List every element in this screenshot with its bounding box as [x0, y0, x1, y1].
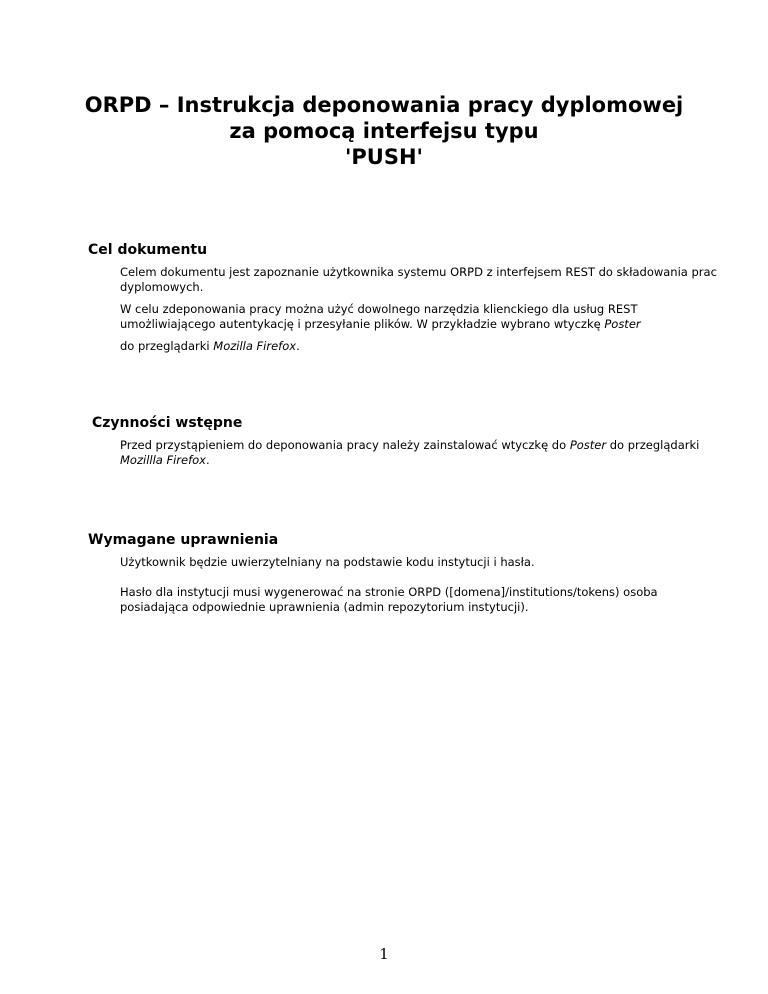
- browser-name: Mozilla Firefox: [213, 339, 297, 353]
- section-1-paragraph-3: [120, 339, 720, 354]
- section-heading-czynnosci-wstepne: Czynności wstępne: [92, 415, 243, 431]
- section-3-paragraph-1: Użytkownik będzie uwierzytelniany na podstawie kodu instytucji i hasła.: [120, 555, 535, 569]
- document-title: [0, 92, 768, 170]
- browser-name: Mozillla Firefox: [120, 453, 206, 467]
- title-line-3: 'PUSH': [344, 145, 423, 169]
- paragraph-text-middle: do przeglądarki: [606, 438, 700, 452]
- section-1-paragraph-1: Celem dokumentu jest zapoznanie użytkownika systemu ORPD z interfejsem REST do składowania prac dyplomowych.: [120, 265, 717, 294]
- poster-plugin-name: Poster: [569, 438, 607, 452]
- section-1-paragraph-2: [120, 302, 720, 332]
- paragraph-text-end: .: [296, 339, 300, 353]
- section-heading-wymagane-uprawnienia: Wymagane uprawnienia: [88, 532, 279, 548]
- section-3-paragraph-2: Hasło dla instytucji musi wygenerować na stronie ORPD ([domena]/institutions/tokens) osoba posiadająca odpowiednie uprawnienia (admin repozytorium instytucji).: [120, 585, 658, 614]
- paragraph-text: do przeglądarki: [120, 339, 214, 353]
- poster-plugin-name: Poster: [604, 317, 641, 331]
- paragraph-text-end: .: [205, 453, 210, 467]
- section-heading-cel-dokumentu: Cel dokumentu: [88, 242, 208, 258]
- paragraph-text: Przed przystąpieniem do deponowania pracy należy zainstalować wtyczkę do: [120, 438, 570, 452]
- title-line-1: ORPD – Instrukcja deponowania pracy dyplomowej: [84, 93, 684, 117]
- page-number: 1: [379, 945, 389, 963]
- section-2-paragraph-1: [120, 438, 720, 468]
- title-line-2: za pomocą interfejsu typu: [229, 119, 539, 143]
- paragraph-text: W celu zdeponowania pracy można użyć dowolnego narzędzia klienckiego dla usług REST umożliwiającego autentykację i przesyłanie plików. W przykładzie wybrano wtyczkę: [120, 302, 638, 331]
